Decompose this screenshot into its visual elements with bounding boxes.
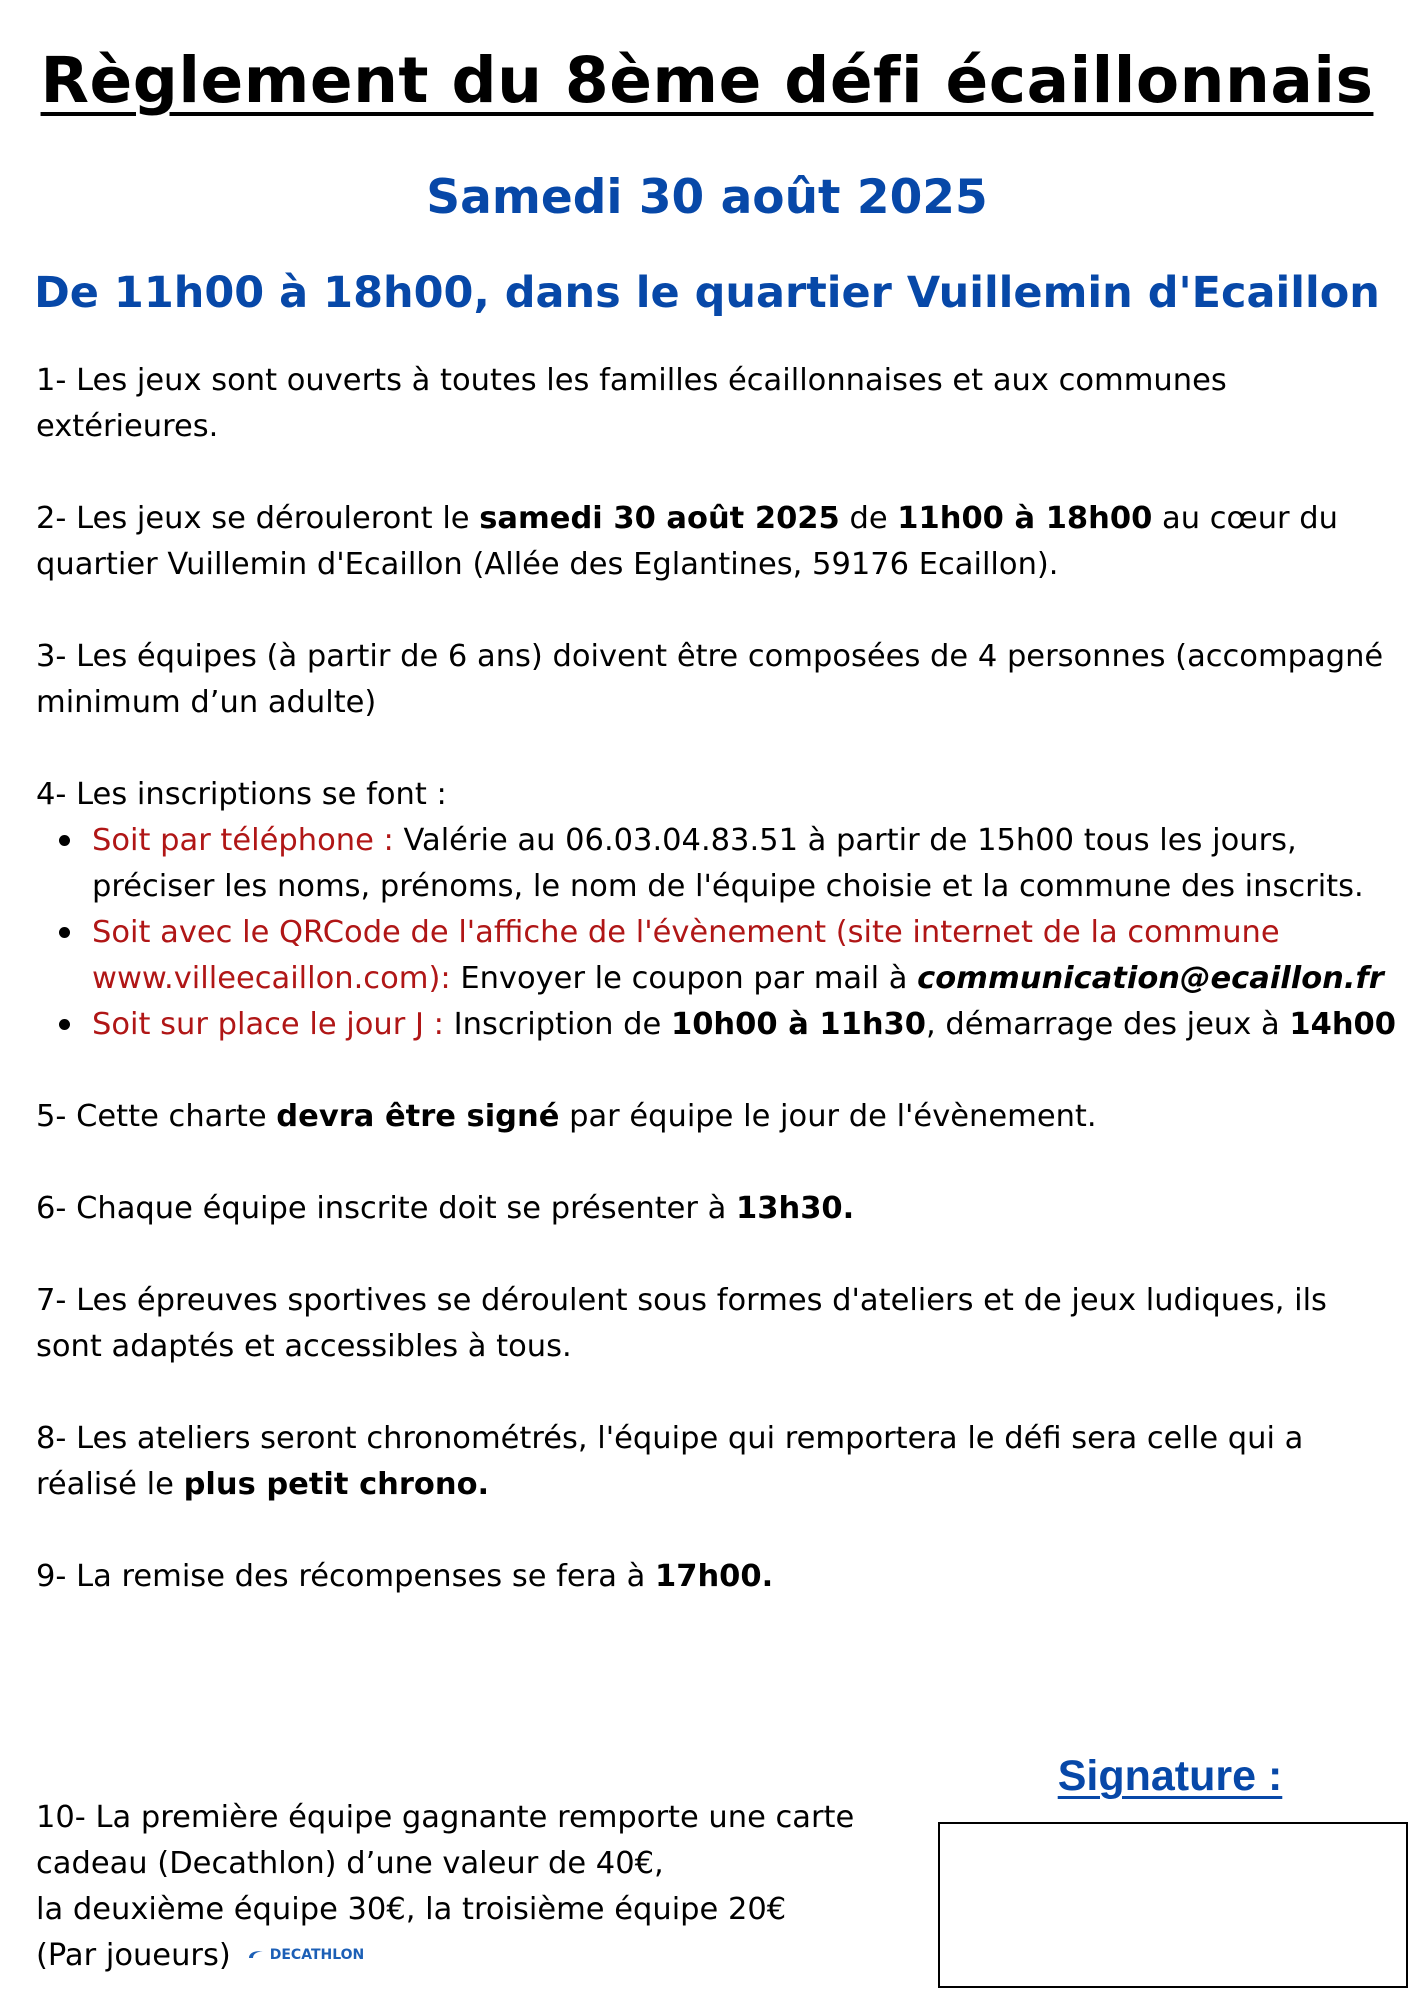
rule-2-text: de: [839, 501, 898, 536]
rule-5-bold: devra être signé: [276, 1099, 560, 1134]
rule-10-line: la deuxième équipe 30€, la troisième équipe 20€: [36, 1892, 787, 1927]
method-phone-text: Valérie au 06.03.04.83.51 à partir de 15h00 tous les jours, préciser les noms, prénoms, le nom de l'équipe choisie et la commune des inscrits.: [92, 823, 1364, 904]
rule-3: 3- Les équipes (à partir de 6 ans) doivent être composées de 4 personnes (accompagné minimum d’un adulte): [36, 639, 1384, 720]
rule-10-line: [36, 1933, 936, 1980]
rule-6-bold: 13h30.: [736, 1191, 855, 1226]
method-onsite-text: , démarrage des jeux à: [926, 1007, 1290, 1042]
rules-list: [36, 358, 1396, 1646]
method-onsite-hours: 10h00 à 11h30: [670, 1007, 926, 1042]
event-hours-location: De 11h00 à 18h00, dans le quartier Vuillemin d'Ecaillon: [34, 268, 1380, 318]
decathlon-logo: [247, 1932, 365, 1978]
method-qrcode-text: Envoyer le coupon par mail à: [450, 961, 918, 996]
page-title: Règlement du 8ème défi écaillonnais: [40, 44, 1374, 117]
rule-4: [36, 772, 1396, 1048]
method-phone-label: Soit par téléphone :: [92, 823, 394, 858]
rule-10-per-player: (Par joueurs): [36, 1938, 231, 1973]
rule-8-text: 8- Les ateliers seront chronométrés, l'équipe qui remportera le défi sera celle qui a réalisé le: [36, 1421, 1304, 1502]
rule-1: 1- Les jeux sont ouverts à toutes les familles écaillonnaises et aux communes extérieures.: [36, 363, 1227, 444]
rule-10: [36, 1795, 936, 1980]
signature-label: Signature :: [1057, 1752, 1283, 1800]
signature-box[interactable]: [938, 1822, 1408, 1988]
rule-10-line: cadeau (Decathlon) d’une valeur de 40€,: [36, 1846, 664, 1881]
event-date: Samedi 30 août 2025: [426, 170, 988, 225]
rule-6-text: 6- Chaque équipe inscrite doit se présenter à: [36, 1191, 737, 1226]
rule-8-bold: plus petit chrono.: [183, 1467, 490, 1502]
rule-10-line: 10- La première équipe gagnante remporte une carte: [36, 1800, 855, 1835]
rule-5-text: par équipe le jour de l'évènement.: [559, 1099, 1097, 1134]
rule-9: [36, 1554, 1396, 1600]
method-onsite-label: Soit sur place le jour J :: [92, 1007, 444, 1042]
decathlon-swirl-icon: [247, 1949, 267, 1961]
rule-9-bold: 17h00.: [655, 1559, 774, 1594]
method-phone: [92, 818, 1396, 910]
method-onsite-text: Inscription de: [443, 1007, 671, 1042]
registration-methods: [36, 818, 1396, 1048]
rule-5-text: 5- Cette charte: [36, 1099, 277, 1134]
rule-5: [36, 1094, 1396, 1140]
method-onsite-start: 14h00: [1289, 1007, 1396, 1042]
method-onsite: [92, 1002, 1396, 1048]
rule-2-text: au cœur du quartier Vuillemin d'Ecaillon (Allée des Eglantines, 59176 Ecaillon).: [36, 501, 1338, 582]
method-qrcode-label: Soit avec le QRCode de l'affiche de l'évènement (site internet de la commune www.villeecaillon.com):: [92, 915, 1280, 996]
email-address: communication@ecaillon.fr: [917, 961, 1384, 996]
rule-7: 7- Les épreuves sportives se déroulent sous formes d'ateliers et de jeux ludiques, ils sont adaptés et accessibles à tous.: [36, 1283, 1327, 1364]
rule-4-intro: 4- Les inscriptions se font :: [36, 777, 447, 812]
rule-2: [36, 496, 1396, 588]
rule-9-text: 9- La remise des récompenses se fera à: [36, 1559, 655, 1594]
rule-2-date: samedi 30 août 2025: [479, 501, 840, 536]
rule-8: [36, 1416, 1396, 1508]
method-qrcode: [92, 910, 1396, 1002]
rule-6: [36, 1186, 1396, 1232]
decathlon-logo-text: DECATHLON: [269, 1946, 365, 1963]
rule-2-hours: 11h00 à 18h00: [897, 501, 1153, 536]
rule-2-text: 2- Les jeux se dérouleront le: [36, 501, 480, 536]
